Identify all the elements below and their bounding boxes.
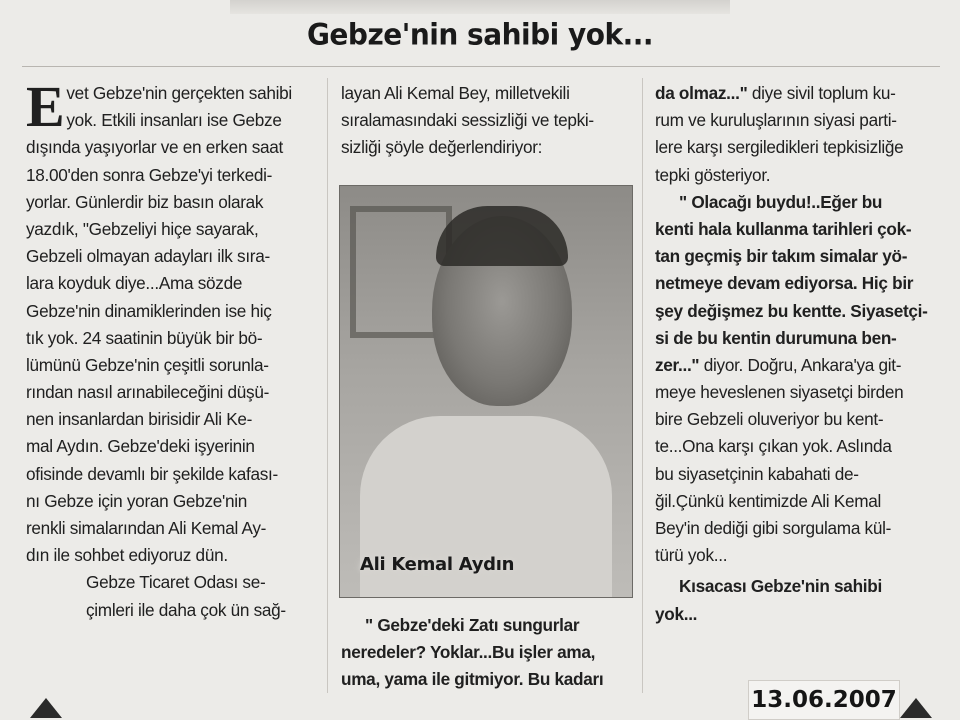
col3-closing-line: Kısacası Gebze'nin sahibi (679, 576, 882, 597)
col1-line: mal Aydın. Gebze'deki işyerinin (26, 436, 255, 457)
col1-line: 18.00'den sonra Gebze'yi terkedi- (26, 164, 273, 185)
column-2 (341, 80, 631, 162)
column-divider (642, 78, 643, 693)
col1-line: dın ile sohbet ediyoruz dün. (26, 545, 228, 566)
col3-line: Bey'in dediği gibi sorgulama kül- (655, 518, 892, 538)
col3-line: ğil.Çünkü kentimizde Ali Kemal (655, 490, 882, 511)
col1-line: tık yok. 24 saatinin büyük bir bö- (26, 327, 263, 348)
col2-line: sizliği şöyle değerlendiriyor: (341, 137, 543, 158)
col3-fragment: diyor. Doğru, Ankara'ya git- (699, 354, 902, 375)
col1-line: ofisinde devamlı bir şekilde kafası- (26, 463, 278, 484)
col1-line: vet Gebze'nin gerçekten sahibi (66, 83, 292, 103)
col3-line: meye heveslenen siyasetçi birden (655, 382, 904, 403)
col1-line: lümünü Gebze'nin çeşitli sorunla- (26, 354, 269, 375)
col3-bold-fragment: zer..." (655, 354, 700, 375)
portrait-photo (339, 185, 633, 598)
col3-line: rum ve kuruluşlarının siyasi parti- (655, 110, 897, 131)
col1-line: yok. Etkili insanları ise Gebze (66, 110, 282, 131)
col3-line: tepki gösteriyor. (655, 164, 771, 185)
col1-line: rından nasıl arınabileceğini düşü- (26, 382, 269, 403)
col1-line: çimleri ile daha çok ün sağ- (86, 599, 286, 620)
col1-line: nen insanlardan birisidir Ali Ke- (26, 409, 253, 430)
col2-quote-line: neredeler? Yoklar...Bu işler ama, (341, 642, 596, 663)
col1-line: renkli simalarından Ali Kemal Ay- (26, 518, 267, 538)
faded-header-band (230, 0, 730, 14)
drop-cap: E (26, 74, 65, 139)
col3-bold-fragment: da olmaz..." (655, 83, 748, 103)
col3-line: te...Ona karşı çıkan yok. Aslında (655, 436, 892, 457)
col2-quote-line: " Gebze'deki Zatı sungurlar (365, 615, 580, 635)
headline-rule (22, 66, 940, 67)
corner-triangle-icon (30, 698, 62, 718)
col2-line: sıralamasındaki sessizliği ve tepki- (341, 110, 594, 131)
col3-line: lere karşı sergiledikleri tepkisizliğe (655, 137, 904, 158)
col3-quote-line: tan geçmiş bir takım simalar yö- (655, 246, 908, 267)
corner-triangle-icon (900, 698, 932, 718)
col1-line: yazdık, "Gebzeliyi hiçe sayarak, (26, 218, 259, 239)
col1-line: lara koyduk diye...Ama sözde (26, 273, 243, 294)
col1-line: yorlar. Günlerdir biz basın olarak (26, 191, 264, 212)
col1-line: Gebzeli olmayan adayları ilk sıra- (26, 246, 270, 267)
col3-line (655, 80, 945, 107)
col2-line: layan Ali Kemal Bey, milletvekili (341, 83, 570, 103)
column-3 (655, 80, 945, 628)
col3-closing-line: yok... (655, 603, 698, 624)
col3-line: bu siyasetçinin kabahati de- (655, 463, 859, 484)
col1-line: nı Gebze için yoran Gebze'nin (26, 490, 248, 511)
col3-quote-line: si de bu kentin durumuna ben- (655, 327, 897, 348)
col3-quote-line: netmeye devam ediyorsa. Hiç bir (655, 273, 914, 294)
col3-fragment: diye sivil toplum ku- (747, 83, 896, 103)
column-1 (26, 74, 318, 624)
col1-line: Gebze'nin dinamiklerinden ise hiç (26, 300, 272, 321)
col3-quote-line: " Olacağı buydu!..Eğer bu (679, 191, 883, 212)
col2-quote-line: uma, yama ile gitmiyor. Bu kadarı (341, 669, 604, 690)
col3-line (655, 352, 945, 379)
col1-line: dışında yaşıyorlar ve en erken saat (26, 137, 284, 158)
date-stamp: 13.06.2007 (748, 680, 900, 720)
column-divider (327, 78, 328, 693)
column-2-bottom (341, 612, 631, 694)
col3-line: türü yok... (655, 545, 728, 566)
col3-quote-line: şey değişmez bu kentte. Siyasetçi- (655, 300, 928, 321)
hair-shape (436, 206, 568, 266)
article-headline: Gebze'nin sahibi yok... (306, 17, 654, 52)
col1-line: Gebze Ticaret Odası se- (86, 572, 266, 593)
col3-line: bire Gebzeli oluveriyor bu kent- (655, 409, 884, 430)
col3-quote-line: kenti hala kullanma tarihleri çok- (655, 218, 912, 239)
photo-caption: Ali Kemal Aydın (360, 554, 515, 575)
